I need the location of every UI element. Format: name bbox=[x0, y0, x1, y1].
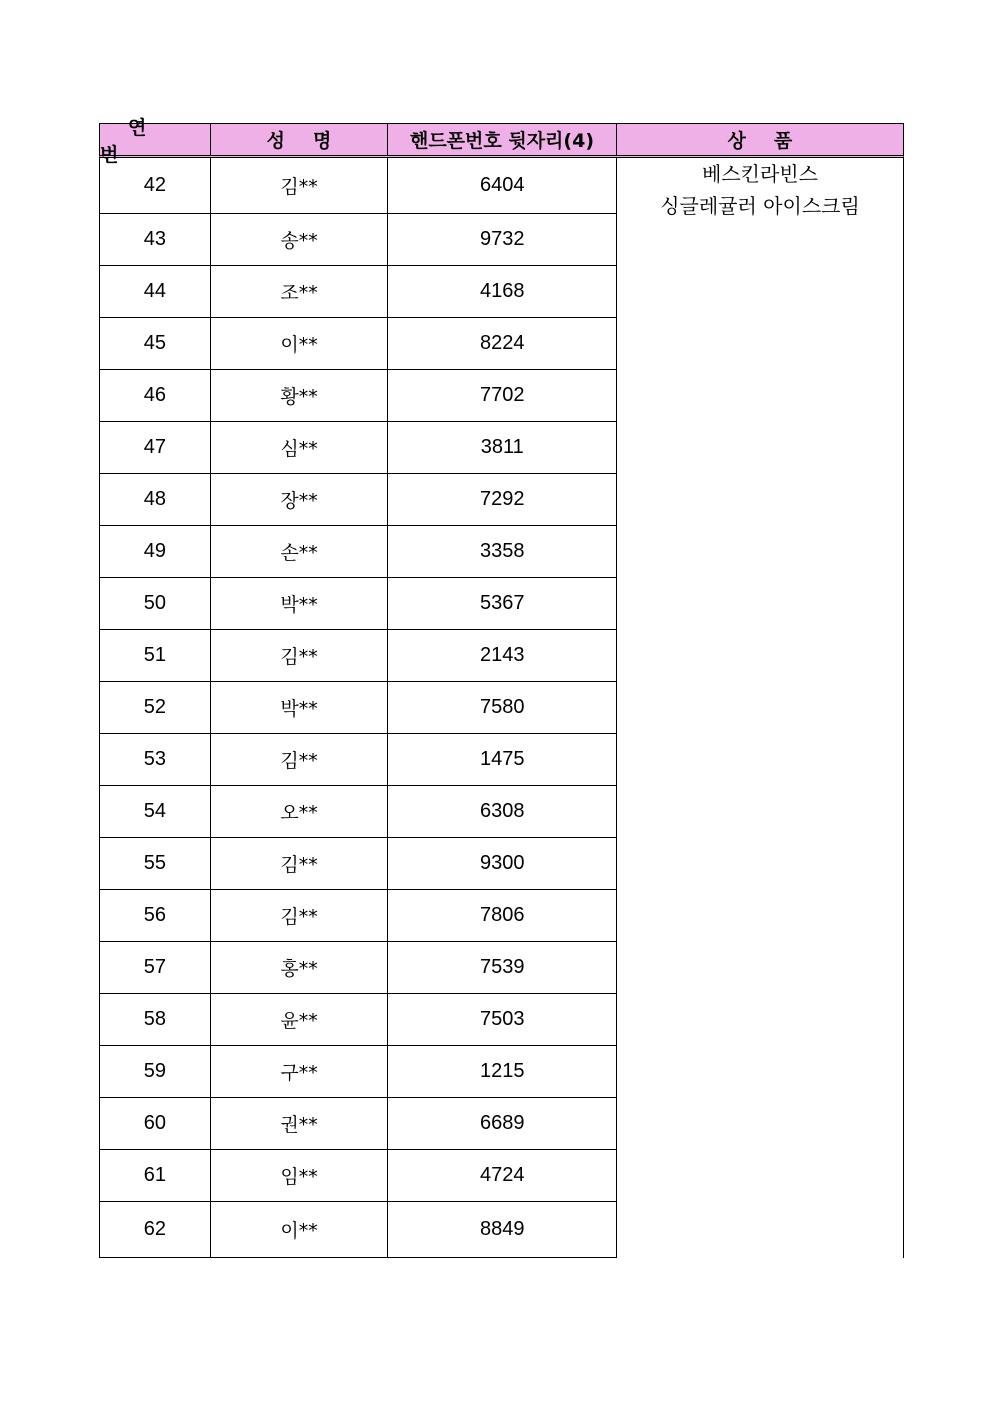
table-row bbox=[99, 214, 617, 266]
row-seq: 45 bbox=[100, 318, 211, 369]
row-name: 구** bbox=[211, 1046, 389, 1097]
table-row bbox=[99, 266, 617, 318]
table-row bbox=[99, 890, 617, 942]
row-phone: 9732 bbox=[388, 214, 617, 265]
row-phone: 2143 bbox=[388, 630, 617, 681]
table-row bbox=[99, 1150, 617, 1202]
table-row bbox=[99, 526, 617, 578]
row-phone: 8224 bbox=[388, 318, 617, 369]
row-seq: 42 bbox=[100, 158, 211, 213]
table-row bbox=[99, 578, 617, 630]
row-phone: 6404 bbox=[388, 158, 617, 213]
row-seq: 58 bbox=[100, 994, 211, 1045]
row-name: 김** bbox=[211, 734, 389, 785]
table-row bbox=[99, 994, 617, 1046]
row-name: 임** bbox=[211, 1150, 389, 1201]
row-name: 김** bbox=[211, 158, 389, 213]
table-row bbox=[99, 1098, 617, 1150]
row-name: 윤** bbox=[211, 994, 389, 1045]
table-row bbox=[99, 786, 617, 838]
prize-line-1: 베스킨라빈스 bbox=[702, 162, 818, 186]
row-seq: 48 bbox=[100, 474, 211, 525]
row-name: 박** bbox=[211, 578, 389, 629]
row-phone: 7580 bbox=[388, 682, 617, 733]
row-seq: 46 bbox=[100, 370, 211, 421]
row-phone: 9300 bbox=[388, 838, 617, 889]
row-seq: 62 bbox=[100, 1202, 211, 1257]
row-name: 심** bbox=[211, 422, 389, 473]
row-phone: 7806 bbox=[388, 890, 617, 941]
row-phone: 4724 bbox=[388, 1150, 617, 1201]
row-phone: 3811 bbox=[388, 422, 617, 473]
row-name: 홍** bbox=[211, 942, 389, 993]
table-row bbox=[99, 630, 617, 682]
row-name: 김** bbox=[211, 630, 389, 681]
row-seq: 54 bbox=[100, 786, 211, 837]
row-name: 조** bbox=[211, 266, 389, 317]
row-seq: 44 bbox=[100, 266, 211, 317]
table-row bbox=[99, 734, 617, 786]
table-row bbox=[99, 682, 617, 734]
table-row bbox=[99, 1202, 617, 1258]
row-seq: 59 bbox=[100, 1046, 211, 1097]
row-name: 이** bbox=[211, 1202, 389, 1257]
header-name: 성명 bbox=[211, 124, 389, 155]
table-body bbox=[99, 158, 904, 1258]
row-phone: 1215 bbox=[388, 1046, 617, 1097]
row-name: 송** bbox=[211, 214, 389, 265]
row-name: 이** bbox=[211, 318, 389, 369]
row-phone: 7292 bbox=[388, 474, 617, 525]
row-seq: 55 bbox=[100, 838, 211, 889]
row-phone: 8849 bbox=[388, 1202, 617, 1257]
table-row bbox=[99, 474, 617, 526]
row-name: 박** bbox=[211, 682, 389, 733]
table-row bbox=[99, 318, 617, 370]
table-rows bbox=[99, 158, 617, 1258]
row-phone: 4168 bbox=[388, 266, 617, 317]
row-seq: 53 bbox=[100, 734, 211, 785]
row-seq: 57 bbox=[100, 942, 211, 993]
row-name: 황** bbox=[211, 370, 389, 421]
table-row bbox=[99, 370, 617, 422]
table-row bbox=[99, 422, 617, 474]
header-seq: 연번 bbox=[100, 124, 211, 155]
row-seq: 61 bbox=[100, 1150, 211, 1201]
table-row bbox=[99, 838, 617, 890]
row-seq: 52 bbox=[100, 682, 211, 733]
table-row bbox=[99, 942, 617, 994]
header-phone: 핸드폰번호 뒷자리(4) bbox=[388, 124, 616, 155]
prize-line-2: 싱글레귤러 아이스크림 bbox=[660, 194, 860, 218]
row-phone: 7503 bbox=[388, 994, 617, 1045]
prize-cell bbox=[617, 158, 904, 1258]
row-name: 오** bbox=[211, 786, 389, 837]
row-phone: 6689 bbox=[388, 1098, 617, 1149]
row-name: 김** bbox=[211, 890, 389, 941]
winners-table bbox=[99, 116, 904, 1258]
row-phone: 7539 bbox=[388, 942, 617, 993]
row-seq: 56 bbox=[100, 890, 211, 941]
row-seq: 49 bbox=[100, 526, 211, 577]
row-seq: 43 bbox=[100, 214, 211, 265]
row-phone: 1475 bbox=[388, 734, 617, 785]
row-seq: 60 bbox=[100, 1098, 211, 1149]
row-name: 권** bbox=[211, 1098, 389, 1149]
row-phone: 5367 bbox=[388, 578, 617, 629]
row-name: 김** bbox=[211, 838, 389, 889]
table-header bbox=[99, 116, 904, 166]
row-phone: 7702 bbox=[388, 370, 617, 421]
row-seq: 47 bbox=[100, 422, 211, 473]
row-seq: 51 bbox=[100, 630, 211, 681]
row-name: 손** bbox=[211, 526, 389, 577]
table-row bbox=[99, 158, 617, 214]
row-name: 장** bbox=[211, 474, 389, 525]
header-prize: 상품 bbox=[727, 130, 821, 152]
table-row bbox=[99, 1046, 617, 1098]
row-phone: 3358 bbox=[388, 526, 617, 577]
row-phone: 6308 bbox=[388, 786, 617, 837]
row-seq: 50 bbox=[100, 578, 211, 629]
